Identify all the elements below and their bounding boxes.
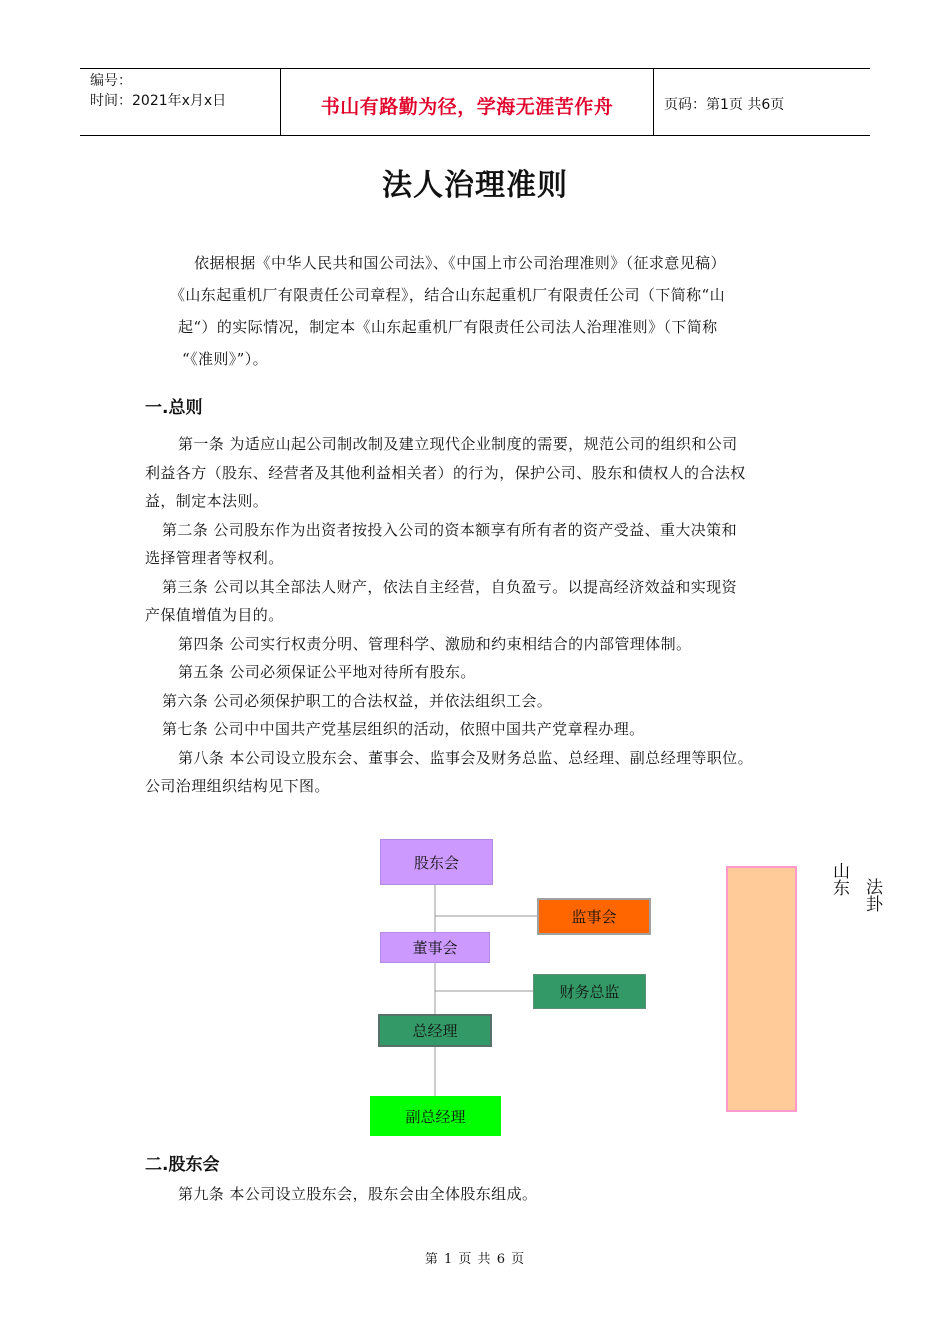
org-box-supervisors: 监事会 bbox=[537, 898, 651, 935]
article-line: 第四条 公司实行权责分明、管理科学、激励和约束相结合的内部管理体制。 bbox=[178, 634, 692, 653]
org-box-general-manager: 总经理 bbox=[378, 1014, 492, 1047]
intro-line: “《准则》”）。 bbox=[182, 350, 269, 368]
document-title: 法人治理准则 bbox=[382, 168, 568, 203]
org-box-cfo: 财务总监 bbox=[533, 974, 646, 1009]
header-motto: 书山有路勤为径，学海无涯苦作舟 bbox=[281, 69, 654, 135]
article-line: 产保值增值为目的。 bbox=[145, 606, 284, 624]
side-label-col2: 法卦 bbox=[862, 878, 882, 912]
intro-paragraph bbox=[170, 247, 808, 375]
article-line: 利益各方（股东、经营者及其他利益相关者）的行为，保护公司、股东和债权人的合法权 bbox=[145, 463, 746, 482]
article-line: 益，制定本法则。 bbox=[145, 492, 269, 510]
section-heading-general: 一.总则 bbox=[145, 398, 203, 418]
article-line: 第七条 公司中中国共产党基层组织的活动，依照中国共产党章程办理。 bbox=[162, 720, 645, 738]
article-line: 第八条 本公司设立股东会、董事会、监事会及财务总监、总经理、副总经理等职位。 bbox=[178, 748, 753, 767]
org-box-board: 董事会 bbox=[380, 932, 490, 963]
page-footer: 第 1 页 共 6 页 bbox=[424, 1252, 526, 1267]
serial-number: 编号： bbox=[90, 73, 132, 89]
header-meta bbox=[80, 69, 281, 135]
intro-line: 依据根据《中华人民共和国公司法》、《中国上市公司治理准则》（征求意见稿） bbox=[194, 254, 726, 272]
article-line: 公司治理组织结构见下图。 bbox=[145, 777, 330, 795]
intro-line: 起“）的实际情况，制定本《山东起重机厂有限责任公司法人治理准则》（下简称 bbox=[178, 318, 718, 336]
section-heading-shareholders-meeting: 二.股东会 bbox=[145, 1155, 220, 1175]
article-line: 第三条 公司以其全部法人财产，依法自主经营，自负盈亏。以提高经济效益和实现资 bbox=[162, 577, 737, 596]
article-line: 选择管理者等权利。 bbox=[145, 549, 284, 567]
article-line: 第五条 公司必须保证公平地对待所有股东。 bbox=[178, 663, 476, 681]
side-label-col1: 山东 bbox=[829, 862, 849, 896]
section-general-body bbox=[145, 430, 805, 801]
document-header bbox=[80, 68, 870, 136]
org-box-deputy-general-manager: 副总经理 bbox=[370, 1096, 501, 1136]
org-box-shareholders: 股东会 bbox=[380, 839, 493, 885]
header-page-info: 页码：第1页 共6页 bbox=[664, 97, 785, 113]
section-shareholders-body bbox=[145, 1180, 805, 1209]
date-line: 时间：2021年x月x日 bbox=[90, 93, 227, 109]
side-box bbox=[726, 866, 797, 1112]
article-line: 第九条 本公司设立股东会，股东会由全体股东组成。 bbox=[178, 1185, 538, 1203]
article-line: 第一条 为适应山起公司制改制及建立现代企业制度的需要，规范公司的组织和公司 bbox=[178, 435, 738, 453]
article-line: 第二条 公司股东作为出资者按投入公司的资本额享有所有者的资产受益、重大决策和 bbox=[162, 520, 737, 539]
intro-line: 《山东起重机厂有限责任公司章程》，结合山东起重机厂有限责任公司（下简称“山 bbox=[170, 286, 725, 304]
article-line: 第六条 公司必须保护职工的合法权益，并依法组织工会。 bbox=[162, 691, 553, 710]
